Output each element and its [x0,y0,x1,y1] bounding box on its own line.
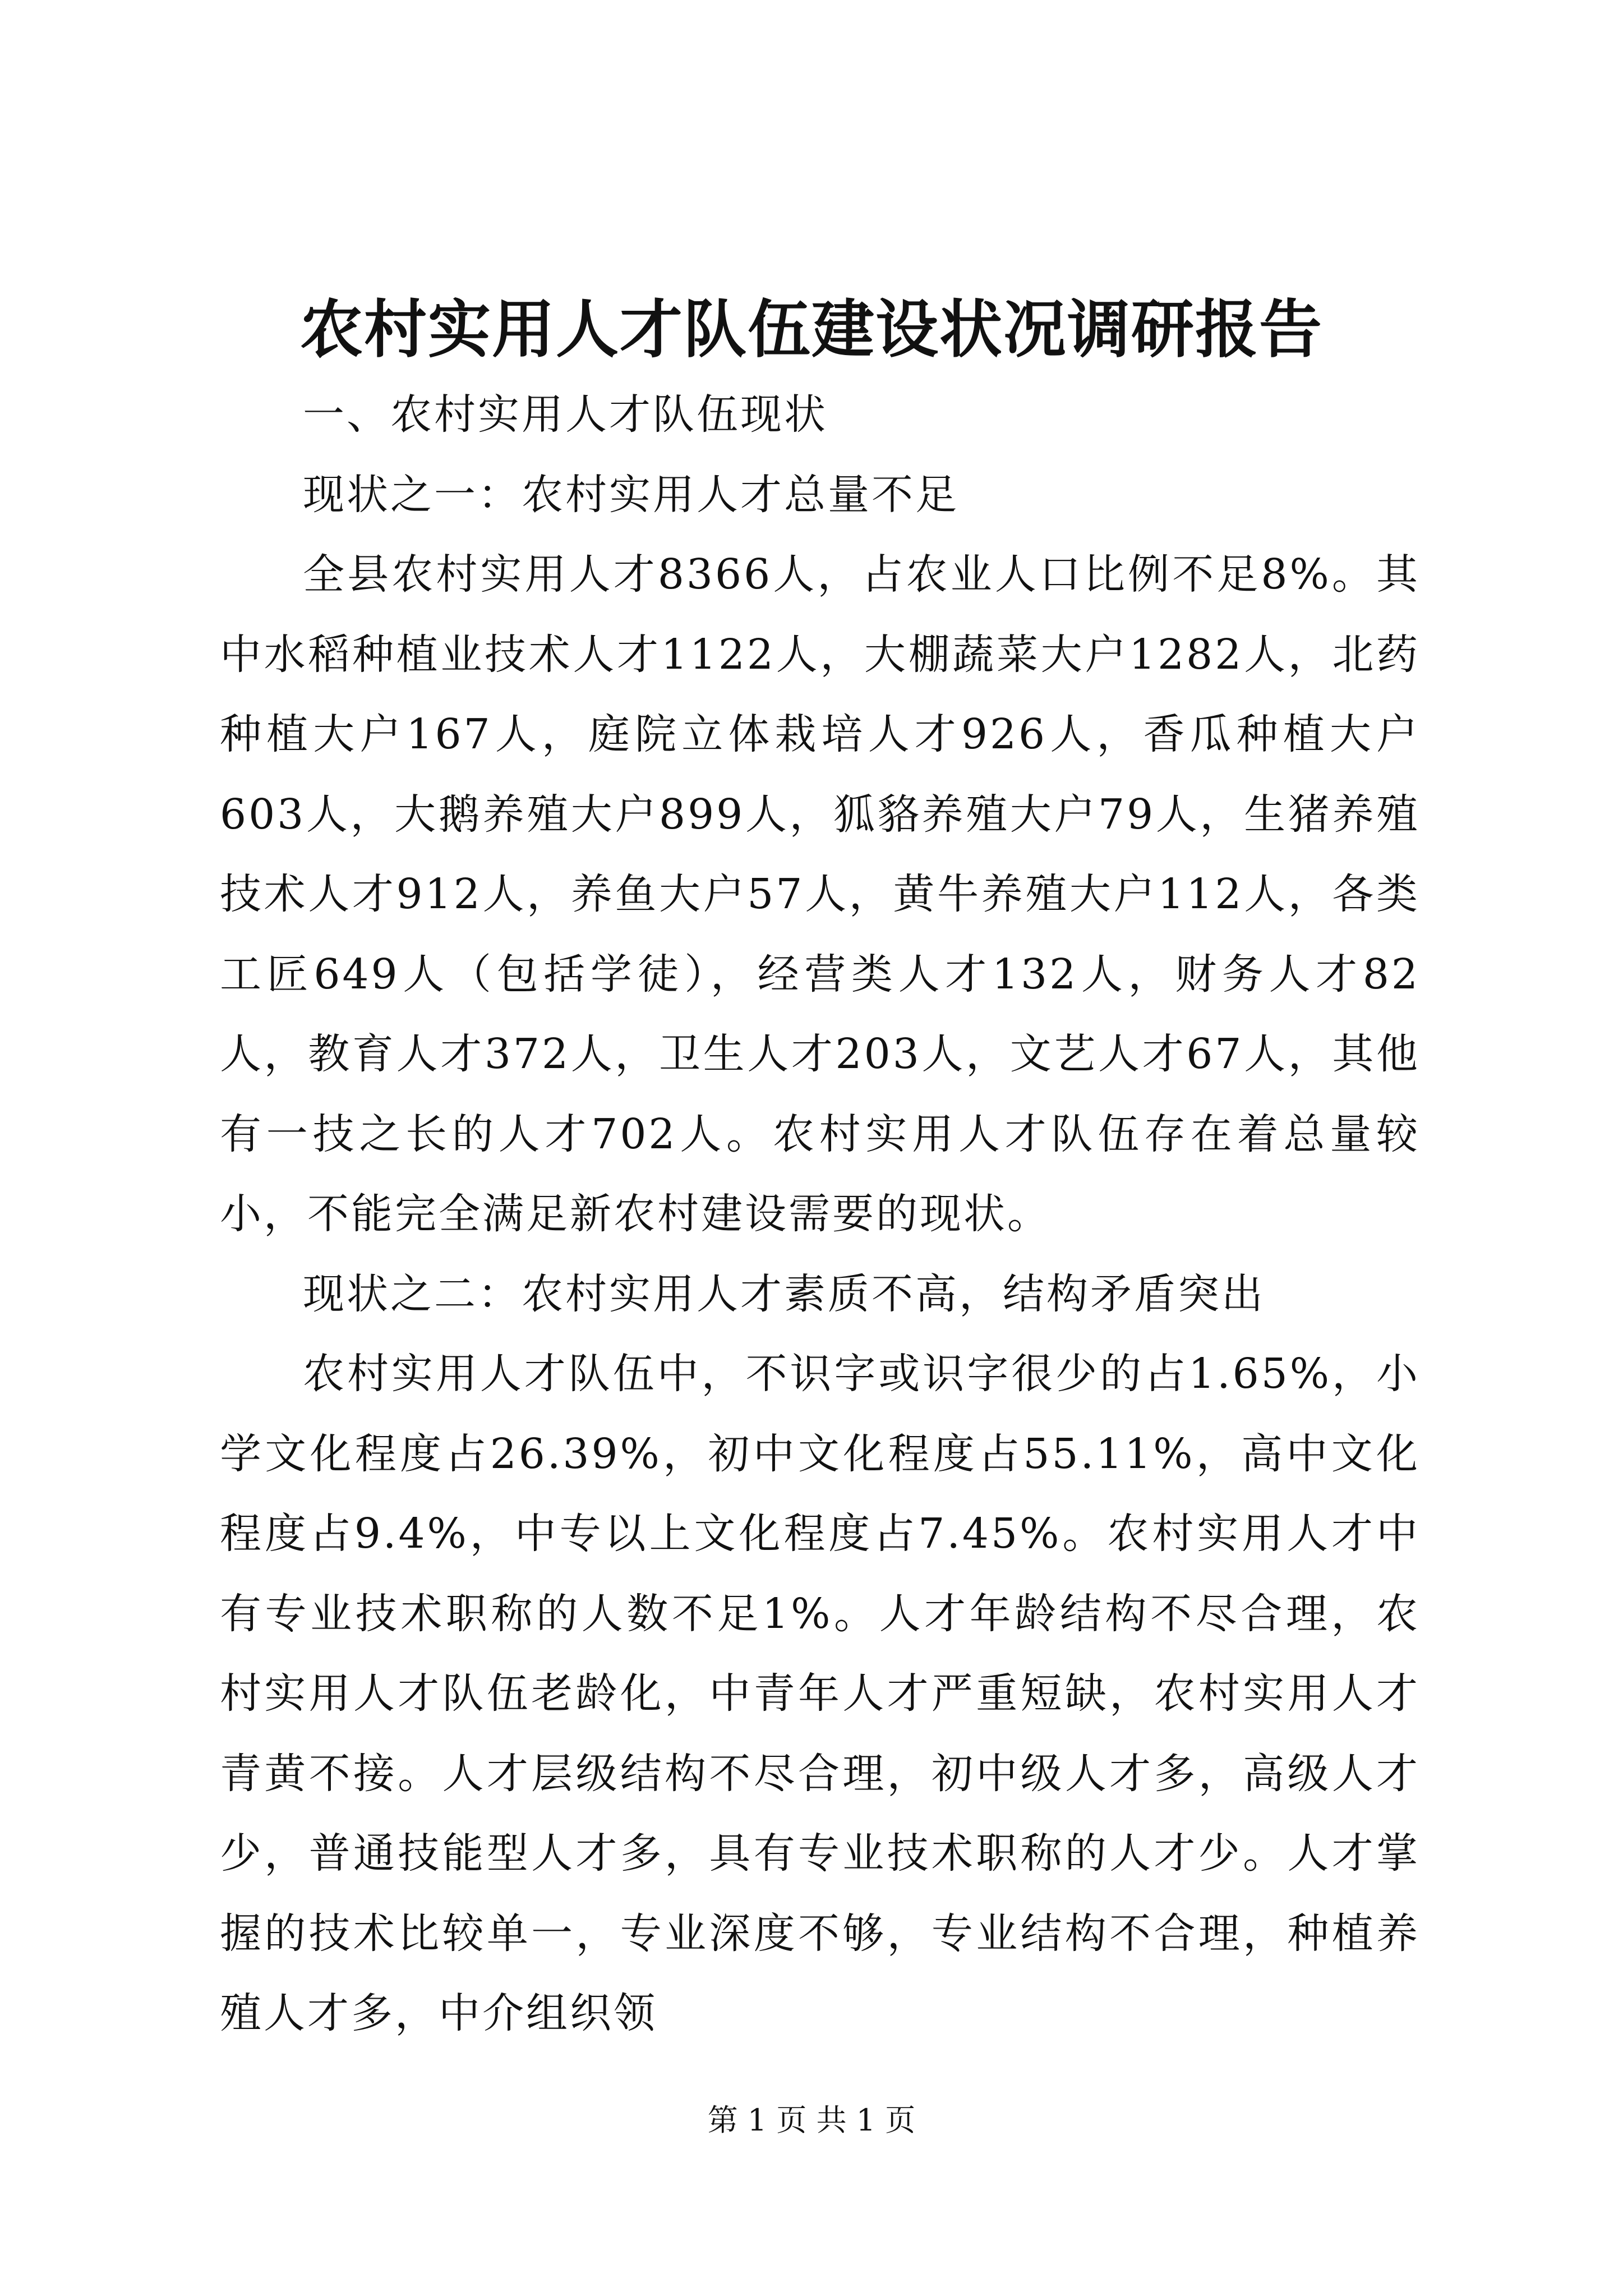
subsection-heading-2: 现状之二：农村实用人才素质不高，结构矛盾突出 [303,1269,1265,1318]
paragraph-total-count: 全县农村实用人才8366人，占农业人口比例不足8%。其中水稻种植业技术人才1122人，大棚蔬菜大户1282人，北药种植大户167人，庭院立体栽培人才926人，香瓜种植大户603人，大鹅养殖大户899人，狐貉养殖大户79人，生猪养殖技术人才912人，养鱼大户57人，黄牛养殖大户112人，各类工匠649人（包括学徒），经营类人才132人，财务人才82人，教育人才372人，卫生人才203人，文艺人才67人，其他有一技之长的人才702人。农村实用人才队伍存在着总量较小，不能完全满足新农村建设需要的现状。 [220,550,1420,1238]
paragraph-quality-structure: 农村实用人才队伍中，不识字或识字很少的占1.65%，小学文化程度占26.39%，初中文化程度占55.11%，高中文化程度占9.4%，中专以上文化程度占7.45%。农村实用人才中有专业技术职称的人数不足1%。人才年龄结构不尽合理，农村实用人才队伍老龄化，中青年人才严重短缺，农村实用人才青黄不接。人才层级结构不尽合理，初中级人才多，高级人才少，普通技能型人才多，具有专业技术职称的人才少。人才掌握的技术比较单一，专业深度不够，专业结构不合理，种植养殖人才多，中介组织领 [220,1350,1420,2037]
subsection-heading-1: 现状之一：农村实用人才总量不足 [303,470,959,519]
document-body [220,375,1420,2054]
section-heading: 一、农村实用人才队伍现状 [303,390,828,439]
page-footer: 第 1 页 共 1 页 [707,2102,916,2138]
document-title: 农村实用人才队伍建设状况调研报告 [300,293,1323,366]
